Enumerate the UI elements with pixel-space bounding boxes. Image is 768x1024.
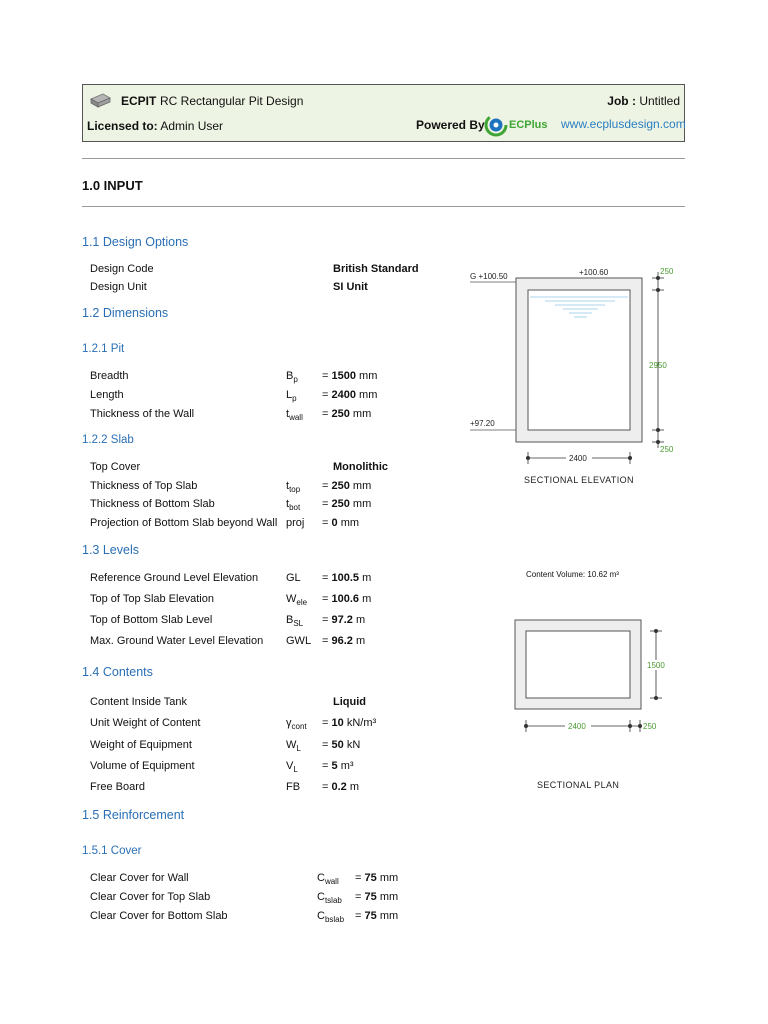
divider xyxy=(82,206,685,207)
design-code-label: Design Code xyxy=(90,263,154,275)
param-symbol: $V_L$ xyxy=(286,760,298,775)
height-dim-label: 2950 xyxy=(649,361,667,370)
param-value: = 2400 mm xyxy=(322,389,378,401)
dimension-arrow xyxy=(526,456,530,460)
bottom-slab-dim-label: 250 xyxy=(660,445,674,454)
param-value: = 0.2 m xyxy=(322,781,360,793)
vertical-dimension-line xyxy=(652,272,664,448)
brand-name: ECPlus xyxy=(509,119,548,131)
param-symbol: $C_{tslab}$ xyxy=(317,891,342,906)
licensed-label: Licensed to: xyxy=(87,119,158,133)
param-value: = 1500 mm xyxy=(322,370,378,382)
sectional-plan-drawing xyxy=(510,615,690,795)
param-label: Thickness of Top Slab xyxy=(90,480,198,492)
param-label: Max. Ground Water Level Elevation xyxy=(90,635,264,647)
param-value: = 75 mm xyxy=(355,891,399,903)
section-input-title: 1.0 INPUT xyxy=(82,178,143,193)
param-label: Clear Cover for Top Slab xyxy=(90,891,211,903)
cover-heading: 1.5.1 Cover xyxy=(82,845,142,857)
param-label: Weight of Equipment xyxy=(90,739,192,751)
param-symbol: $W_L$ xyxy=(286,739,301,754)
param-symbol: proj xyxy=(286,517,305,529)
design-unit-value: SI Unit xyxy=(333,281,368,293)
param-label: Clear Cover for Bottom Slab xyxy=(90,910,228,922)
elevation-caption: SECTIONAL ELEVATION xyxy=(524,475,634,485)
plan-length-dim-label: 2400 xyxy=(568,722,586,731)
param-label: Length xyxy=(90,389,124,401)
param-symbol: $C_{bslab}$ xyxy=(317,910,345,925)
top-slab-dim-label: 250 xyxy=(660,267,674,276)
dimension-arrow xyxy=(654,629,658,633)
param-value: = 96.2 m xyxy=(322,635,366,647)
design-options-heading: 1.1 Design Options xyxy=(82,235,189,249)
param-label: Reference Ground Level Elevation xyxy=(90,572,259,584)
param-symbol: FB xyxy=(286,781,301,793)
content-volume-label: Content Volume: 10.62 m³ xyxy=(526,570,619,579)
website-link[interactable]: www.ecplusdesign.com xyxy=(561,117,686,131)
param-label: Top of Top Slab Elevation xyxy=(90,593,214,605)
powered-label: Powered By: xyxy=(416,118,489,132)
app-name: ECPIT xyxy=(121,94,157,108)
pit-heading: 1.2.1 Pit xyxy=(82,343,125,355)
param-label: Clear Cover for Wall xyxy=(90,872,189,884)
param-value: = 250 mm xyxy=(322,480,372,492)
divider xyxy=(82,158,685,159)
param-symbol: $\gamma_{cont}$ xyxy=(286,717,307,732)
design-unit-label: Design Unit xyxy=(90,281,147,293)
param-symbol: $B_p$ xyxy=(286,370,298,385)
design-code-value: British Standard xyxy=(333,263,419,275)
job-info xyxy=(607,94,680,108)
param-label: Thickness of the Wall xyxy=(90,408,195,420)
param-symbol: $W_{ele}$ xyxy=(286,593,308,608)
dimension-arrow xyxy=(628,456,632,460)
dimension-arrow xyxy=(628,724,632,728)
param-symbol: GL xyxy=(286,572,301,584)
job-label: Job : xyxy=(607,94,636,108)
content-inside-value: Liquid xyxy=(333,696,366,708)
param-symbol: $L_p$ xyxy=(286,389,297,404)
param-label: Projection of Bottom Slab beyond Wall xyxy=(90,517,278,529)
param-value: = 75 mm xyxy=(355,910,399,922)
param-symbol: GWL xyxy=(286,635,312,647)
param-value: = 250 mm xyxy=(322,498,372,510)
pit-logo-icon xyxy=(89,91,111,114)
length-dim-label: 2400 xyxy=(569,454,587,463)
param-value: = 5 m³ xyxy=(322,760,354,772)
param-label: Top of Bottom Slab Level xyxy=(90,614,213,626)
plan-caption: SECTIONAL PLAN xyxy=(537,780,620,790)
param-value: = 250 mm xyxy=(322,408,372,420)
app-title: RC Rectangular Pit Design xyxy=(160,94,304,108)
param-symbol: $B_{SL}$ xyxy=(286,614,304,629)
top-level-label: +100.60 xyxy=(579,268,609,277)
param-value: = 75 mm xyxy=(355,872,399,884)
param-symbol: $t_{bot}$ xyxy=(286,498,301,513)
dimension-arrow xyxy=(654,696,658,700)
dimensions-heading: 1.2 Dimensions xyxy=(82,306,169,320)
dimension-arrow xyxy=(638,724,642,728)
top-cover-label: Top Cover xyxy=(90,461,141,473)
plan-wall-dim-label: 250 xyxy=(643,722,657,731)
param-value: = 50 kN xyxy=(322,739,361,751)
param-value: = 10 kN/m³ xyxy=(322,717,377,729)
slab-heading: 1.2.2 Slab xyxy=(82,434,134,446)
content-inside-label: Content Inside Tank xyxy=(90,696,188,708)
param-value: = 0 mm xyxy=(322,517,360,529)
param-symbol: $C_{wall}$ xyxy=(317,872,339,887)
param-label: Unit Weight of Content xyxy=(90,717,201,729)
param-symbol: $t_{top}$ xyxy=(286,480,301,495)
top-cover-value: Monolithic xyxy=(333,461,388,473)
param-label: Volume of Equipment xyxy=(90,760,195,772)
bottom-level-label: +97.20 xyxy=(470,419,495,428)
dimension-arrow xyxy=(524,724,528,728)
levels-heading: 1.3 Levels xyxy=(82,543,139,557)
param-symbol: $t_{wall}$ xyxy=(286,408,303,423)
licensed-value: Admin User xyxy=(160,119,224,133)
param-label: Free Board xyxy=(90,781,146,793)
report-header xyxy=(82,84,685,142)
ground-level-label: G +100.50 xyxy=(470,272,508,281)
param-label: Breadth xyxy=(90,370,129,382)
breadth-dim-label: 1500 xyxy=(647,661,665,670)
reinforcement-heading: 1.5 Reinforcement xyxy=(82,808,185,822)
sectional-elevation-drawing xyxy=(460,262,690,494)
param-value: = 97.2 m xyxy=(322,614,366,626)
contents-heading: 1.4 Contents xyxy=(82,665,153,679)
param-value: = 100.5 m xyxy=(322,572,372,584)
param-value: = 100.6 m xyxy=(322,593,372,605)
ecplus-logo-icon xyxy=(484,113,508,142)
param-label: Thickness of Bottom Slab xyxy=(90,498,215,510)
job-value: Untitled xyxy=(639,94,680,108)
license-info xyxy=(87,119,223,133)
